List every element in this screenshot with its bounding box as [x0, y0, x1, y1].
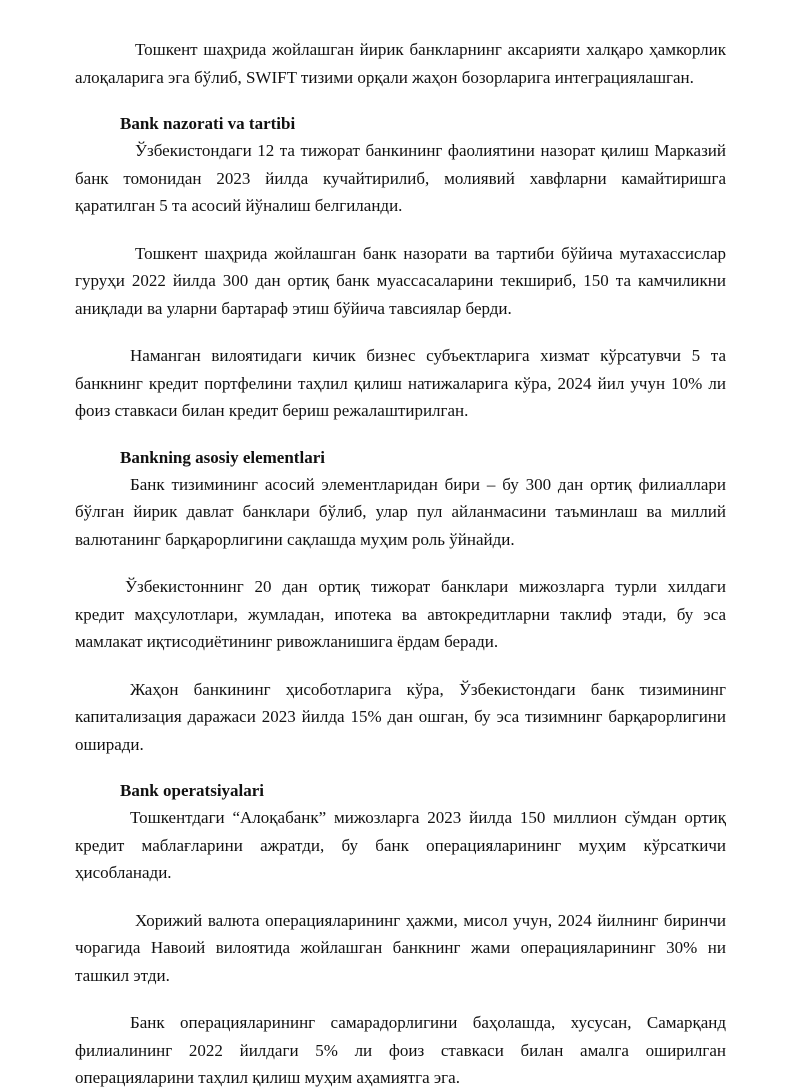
- section-paragraph: Жаҳон банкининг ҳисоботларига кўра, Ўзбекистондаги банк тизимининг капитализация даражаси 2023 йилда 15% дан ошган, бу эса тизимнинг барқарорлигини оширади.: [75, 679, 726, 754]
- section-paragraph: Ўзбекистондаги 12 та тижорат банкининг фаолиятини назорат қилиш Марказий банк томонидан 2023 йилда кучайтирилиб, молиявий хавфларни камайтиришга қаратилган 5 та асосий йўналиш белгиланди.: [75, 141, 726, 215]
- document-page: [75, 36, 726, 1092]
- section-paragraph: Банк тизимининг асосий элементларидан бири – бу 300 дан ортиқ филиаллари бўлган йирик давлат банклари бўлиб, улар пул айланмасини таъминлаш ва миллий валютанинг барқарорлигини сақлашда муҳим роль ўйнайди.: [75, 474, 726, 549]
- intro-paragraph: Тошкент шаҳрида жойлашган йирик банкларнинг аксарияти халқаро ҳамкорлик алоқаларига эга бўлиб, SWIFT тизими орқали жаҳон бозорларига интеграциялашган.: [75, 40, 726, 87]
- section-paragraph: Банк операцияларининг самарадорлигини баҳолашда, хусусан, Самарқанд филиалининг 2022 йилдаги 5% ли фоиз ставкаси билан амалга оширилган операцияларини таҳлил қилиш муҳим аҳамиятга эга.: [75, 1013, 726, 1087]
- section-paragraph: Тошкентдаги “Алоқабанк” мижозларга 2023 йилда 150 миллион сўмдан ортиқ кредит маблағларини ажратди, бу банк операцияларининг муҳим кўрсаткичи ҳисобланади.: [75, 808, 726, 882]
- section-paragraph: Хорижий валюта операцияларининг ҳажми, мисол учун, 2024 йилнинг биринчи чорагида Навоий вилоятида жойлашган банкнинг жами операцияларининг 30% ни ташкил этди.: [75, 910, 726, 985]
- section-paragraph: Наманган вилоятидаги кичик бизнес субъектларига хизмат кўрсатувчи 5 та банкнинг кредит портфелини таҳлил қилиш натижаларига кўра, 2024 йил учун 10% ли фоиз ставкаси билан кредит бериш режалаштирилган.: [75, 346, 726, 420]
- section-heading-bankning-asosiy: Bankning asosiy elementlari: [120, 447, 325, 467]
- section-heading-bank-nazorati: Bank nazorati va tartibi: [120, 114, 296, 133]
- section-paragraph: Тошкент шаҳрида жойлашган банк назорати ва тартиби бўйича мутахассислар гуруҳи 2022 йилда 300 дан ортиқ банк муассасаларини текшириб, 150 та камчиликни аниқлади ва уларни бартараф этиш бўйича тавсиялар берди.: [75, 243, 726, 318]
- section-paragraph: Ўзбекистоннинг 20 дан ортиқ тижорат банклари мижозларга турли хилдаги кредит маҳсулотлари, жумладан, ипотека ва автокредитларни таклиф этади, бу эса мамлакат иқтисодиётининг ривожланишига ёрдам беради.: [75, 577, 726, 651]
- section-heading-bank-operatsiyalari: Bank operatsiyalari: [120, 781, 265, 800]
